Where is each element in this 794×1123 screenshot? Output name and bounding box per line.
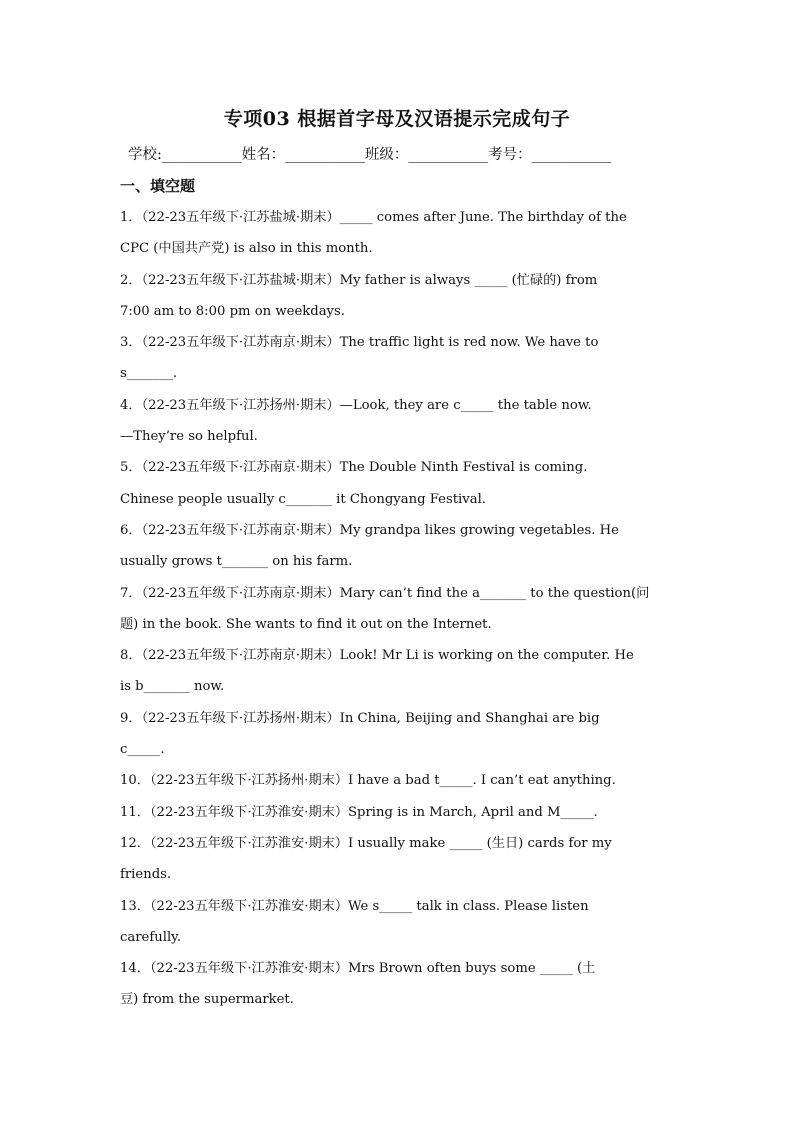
text-line: 11．（22-23五年级下·江苏淮安·期末）Spring is in March, April and M_____.: [120, 804, 598, 820]
student-info-line: [128, 143, 611, 164]
text-line: 6．（22-23五年级下·江苏南京·期末）My grandpa likes growing vegetables. He: [120, 522, 619, 538]
text-line: 2．（22-23五年级下·江苏盐城·期末）My father is always _____ (忙碌的) from: [120, 272, 598, 288]
text-line: 5．（22-23五年级下·江苏南京·期末）The Double Ninth Festival is coming.: [120, 460, 588, 476]
text-line: 8．（22-23五年级下·江苏南京·期末）Look! Mr Li is working on the computer. He: [120, 648, 634, 664]
text-line: 豆) from the supermarket.: [120, 992, 294, 1008]
text-line: 12．（22-23五年级下·江苏淮安·期末）I usually make _____ (生日) cards for my: [120, 835, 612, 851]
page-title: 专项03 根据首字母及汉语提示完成句子: [223, 108, 571, 130]
text-line: 4．（22-23五年级下·江苏扬州·期末）—Look, they are c_____ the table now.: [120, 397, 592, 413]
text-line: 1．（22-23五年级下·江苏盐城·期末）_____ comes after June. The birthday of the: [120, 210, 627, 225]
text-line: usually grows t_______ on his farm.: [120, 554, 353, 570]
text-line: is b_______ now.: [120, 679, 225, 695]
text-line: CPC (中国共产党) is also in this month.: [120, 241, 373, 257]
text-line: 7．（22-23五年级下·江苏南京·期末）Mary can’t find the a_______ to the question(问: [120, 585, 650, 601]
section-heading: 一、填空题: [120, 177, 196, 195]
question-list: [120, 202, 676, 1016]
text-line: 3．（22-23五年级下·江苏南京·期末）The traffic light is red now. We have to: [120, 335, 599, 351]
student-info-text: 学校:___________姓名：___________班级：___________考号：___________: [128, 147, 612, 163]
text-line: —They’re so helpful.: [120, 429, 258, 445]
text-line: friends.: [120, 867, 172, 883]
text-line: 题) in the book. She wants to find it out on the Internet.: [120, 616, 492, 632]
text-line: 9．（22-23五年级下·江苏扬州·期末）In China, Beijing and Shanghai are big: [120, 710, 600, 726]
text-line: 13．（22-23五年级下·江苏淮安·期末）We s_____ talk in class. Please listen: [120, 898, 589, 914]
text-line: 10．（22-23五年级下·江苏扬州·期末）I have a bad t_____. I can’t eat anything.: [120, 773, 616, 789]
text-line: 7:00 am to 8:00 pm on weekdays.: [120, 303, 345, 319]
text-line: c_____.: [120, 742, 165, 758]
text-line: 14．（22-23五年级下·江苏淮安·期末）Mrs Brown often buys some _____ (土: [120, 961, 596, 977]
text-line: carefully.: [120, 929, 182, 945]
text-line: Chinese people usually c_______ it Chongyang Festival.: [120, 491, 486, 507]
text-line: s_______.: [120, 366, 178, 382]
